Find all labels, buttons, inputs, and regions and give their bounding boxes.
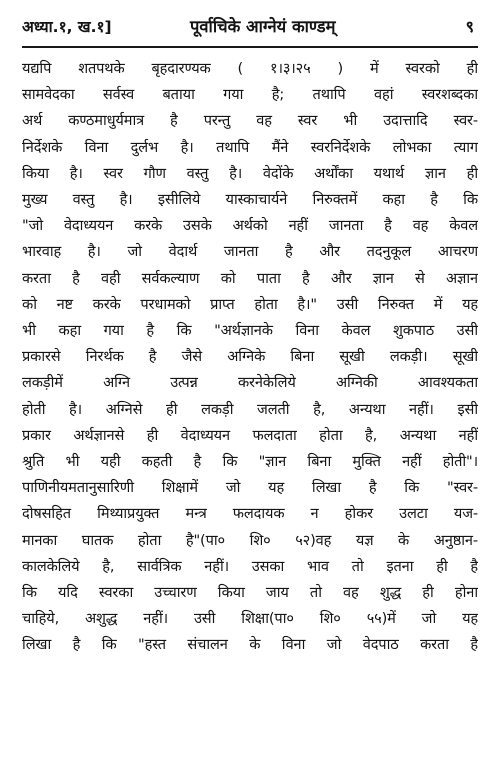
text-line: होती है। अग्निसे ही लकड़ी जलती है, अन्यथा नहीं। इसी [22,400,478,418]
text-line: पाणिनीयमतानुसारिणी शिक्षामें जो यह लिखा है कि "स्वर- [22,479,478,497]
text-line: कि यदि स्वरका उच्चारण किया जाय तो वह शुद्ध ही होना [22,584,478,602]
page-header [22,12,478,48]
text-line: लिखा है कि "हस्त संचालन के विना जो वेदपाठ करता है [22,636,478,654]
book-page [22,12,478,659]
text-line: निर्देशके विना दुर्लभ है। तथापि मैंने स्वरनिर्देशके लोभका त्याग [22,138,478,156]
text-line: सामवेदका सर्वस्व बताया गया है; तथापि वहां स्वरशब्दका [22,86,478,104]
body-paragraph [22,56,478,659]
text-line: को नष्ट करके परधामको प्राप्त होता है।" उसी निरुक्त में यह [22,295,478,313]
chapter-reference: अध्या.१, ख.१] [22,18,112,36]
running-title: पूर्वाचिके आग्नेयं काण्डम् [190,17,336,36]
text-line: भी कहा गया है कि "अर्थज्ञानके विना केवल शुकपाठ उसी [22,322,478,340]
text-line: दोषसहित मिथ्याप्रयुक्त मन्त्र फलदायक न होकर उलटा यज- [22,505,478,523]
text-line: प्रकार अर्थज्ञानसे ही वेदाध्ययन फलदाता होता है, अन्यथा नहीं [22,426,478,444]
text-line: मानका घातक होता है"(पा० शि० ५२)वह यज्ञ के अनुष्ठान- [22,531,478,549]
text-line: लकड़ीमें अग्नि उत्पन्न करनेकेलिये अग्निकी आवश्यकता [22,374,478,392]
text-line: चाहिये, अशुद्ध नहीं। उसी शिक्षा(पा० शि० ५५)में जो यह [22,610,478,628]
text-line: मुख्य वस्तु है। इसीलिये यास्काचार्यने निरुक्तमें कहा है कि [22,191,478,209]
text-line: यद्यपि शतपथके बृहदारण्यक ( १।३।२५ ) में स्वरको ही [22,60,478,77]
text-line: करता है वही सर्वकल्याण को पाता है और ज्ञान से अज्ञान [22,269,478,287]
text-line: कालकेलिये है, सार्वत्रिक नहीं। उसका भाव तो इतना ही है [22,557,478,575]
page-number: ९ [465,17,474,36]
text-line: श्रुति भी यही कहती है कि "ज्ञान बिना मुक्ति नहीं होती"। [22,453,478,471]
text-line: अर्थ कण्ठमाधुर्यमात्र है परन्तु वह स्वर भी उदात्तादि स्वर- [22,112,478,130]
text-line: "जो वेदाध्ययन करके उसके अर्थको नहीं जानता है वह केवल [22,217,478,235]
text-line: किया है। स्वर गौण वस्तु है। वेदोंके अर्थोंका यथार्थ ज्ञान ही [22,164,478,182]
text-line: प्रकारसे निरर्थक है जैसे अग्निके बिना सूखी लकड़ी। सूखी [22,348,478,366]
text-line: भारवाह है। जो वेदार्थ जानता है और तदनुकूल आचरण [22,243,478,261]
